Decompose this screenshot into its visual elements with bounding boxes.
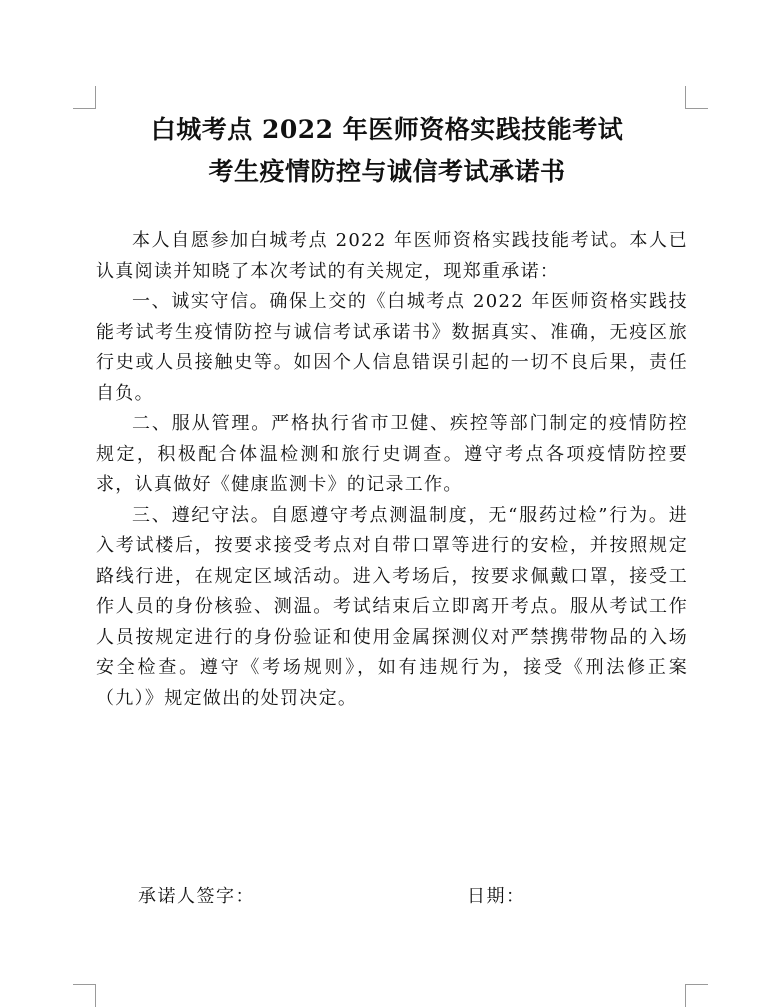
- document-title-line1: 白城考点 2022 年医师资格实践技能考试: [150, 115, 624, 144]
- margin-corner-mark: [73, 984, 96, 1007]
- document-title-line2: 考生疫情防控与诚信考试承诺书: [208, 157, 566, 186]
- signer-label: 承诺人签字：: [138, 886, 255, 907]
- document-body: [96, 226, 688, 714]
- margin-corner-mark: [685, 86, 708, 109]
- paragraph-compliance: 二、服从管理。严格执行省市卫健、疾控等部门制定的疫情防控规定，积极配合体温检测和旅行史调查。遵守考点各项疫情防控要求，认真做好《健康监测卡》的记录工作。: [96, 413, 688, 495]
- date-label: 日期：: [467, 886, 526, 907]
- margin-corner-mark: [73, 86, 96, 109]
- paragraph-intro: 本人自愿参加白城考点 2022 年医师资格实践技能考试。本人已认真阅读并知晓了本次考试的有关规定，现郑重承诺：: [96, 230, 688, 282]
- paragraph-honesty: 一、诚实守信。确保上交的《白城考点 2022 年医师资格实践技能考试考生疫情防控与诚信考试承诺书》数据真实、准确，无疫区旅行史或人员接触史等。如因个人信息错误引起的一切不良后果，责任自负。: [96, 291, 688, 404]
- margin-corner-mark: [685, 984, 708, 1007]
- paragraph-law: 三、遵纪守法。自愿遵守考点测温制度，无“服药过检”行为。进入考试楼后，按要求接受考点对自带口罩等进行的安检，并按照规定路线行进，在规定区域活动。进入考场后，按要求佩戴口罩，接受工作人员的身份核验、测温。考试结束后立即离开考点。服从考试工作人员按规定进行的身份验证和使用金属探测仪对严禁携带物品的入场安全检查。遵守《考场规则》，如有违规行为，接受《刑法修正案（九）》规定做出的处罚决定。: [96, 504, 688, 709]
